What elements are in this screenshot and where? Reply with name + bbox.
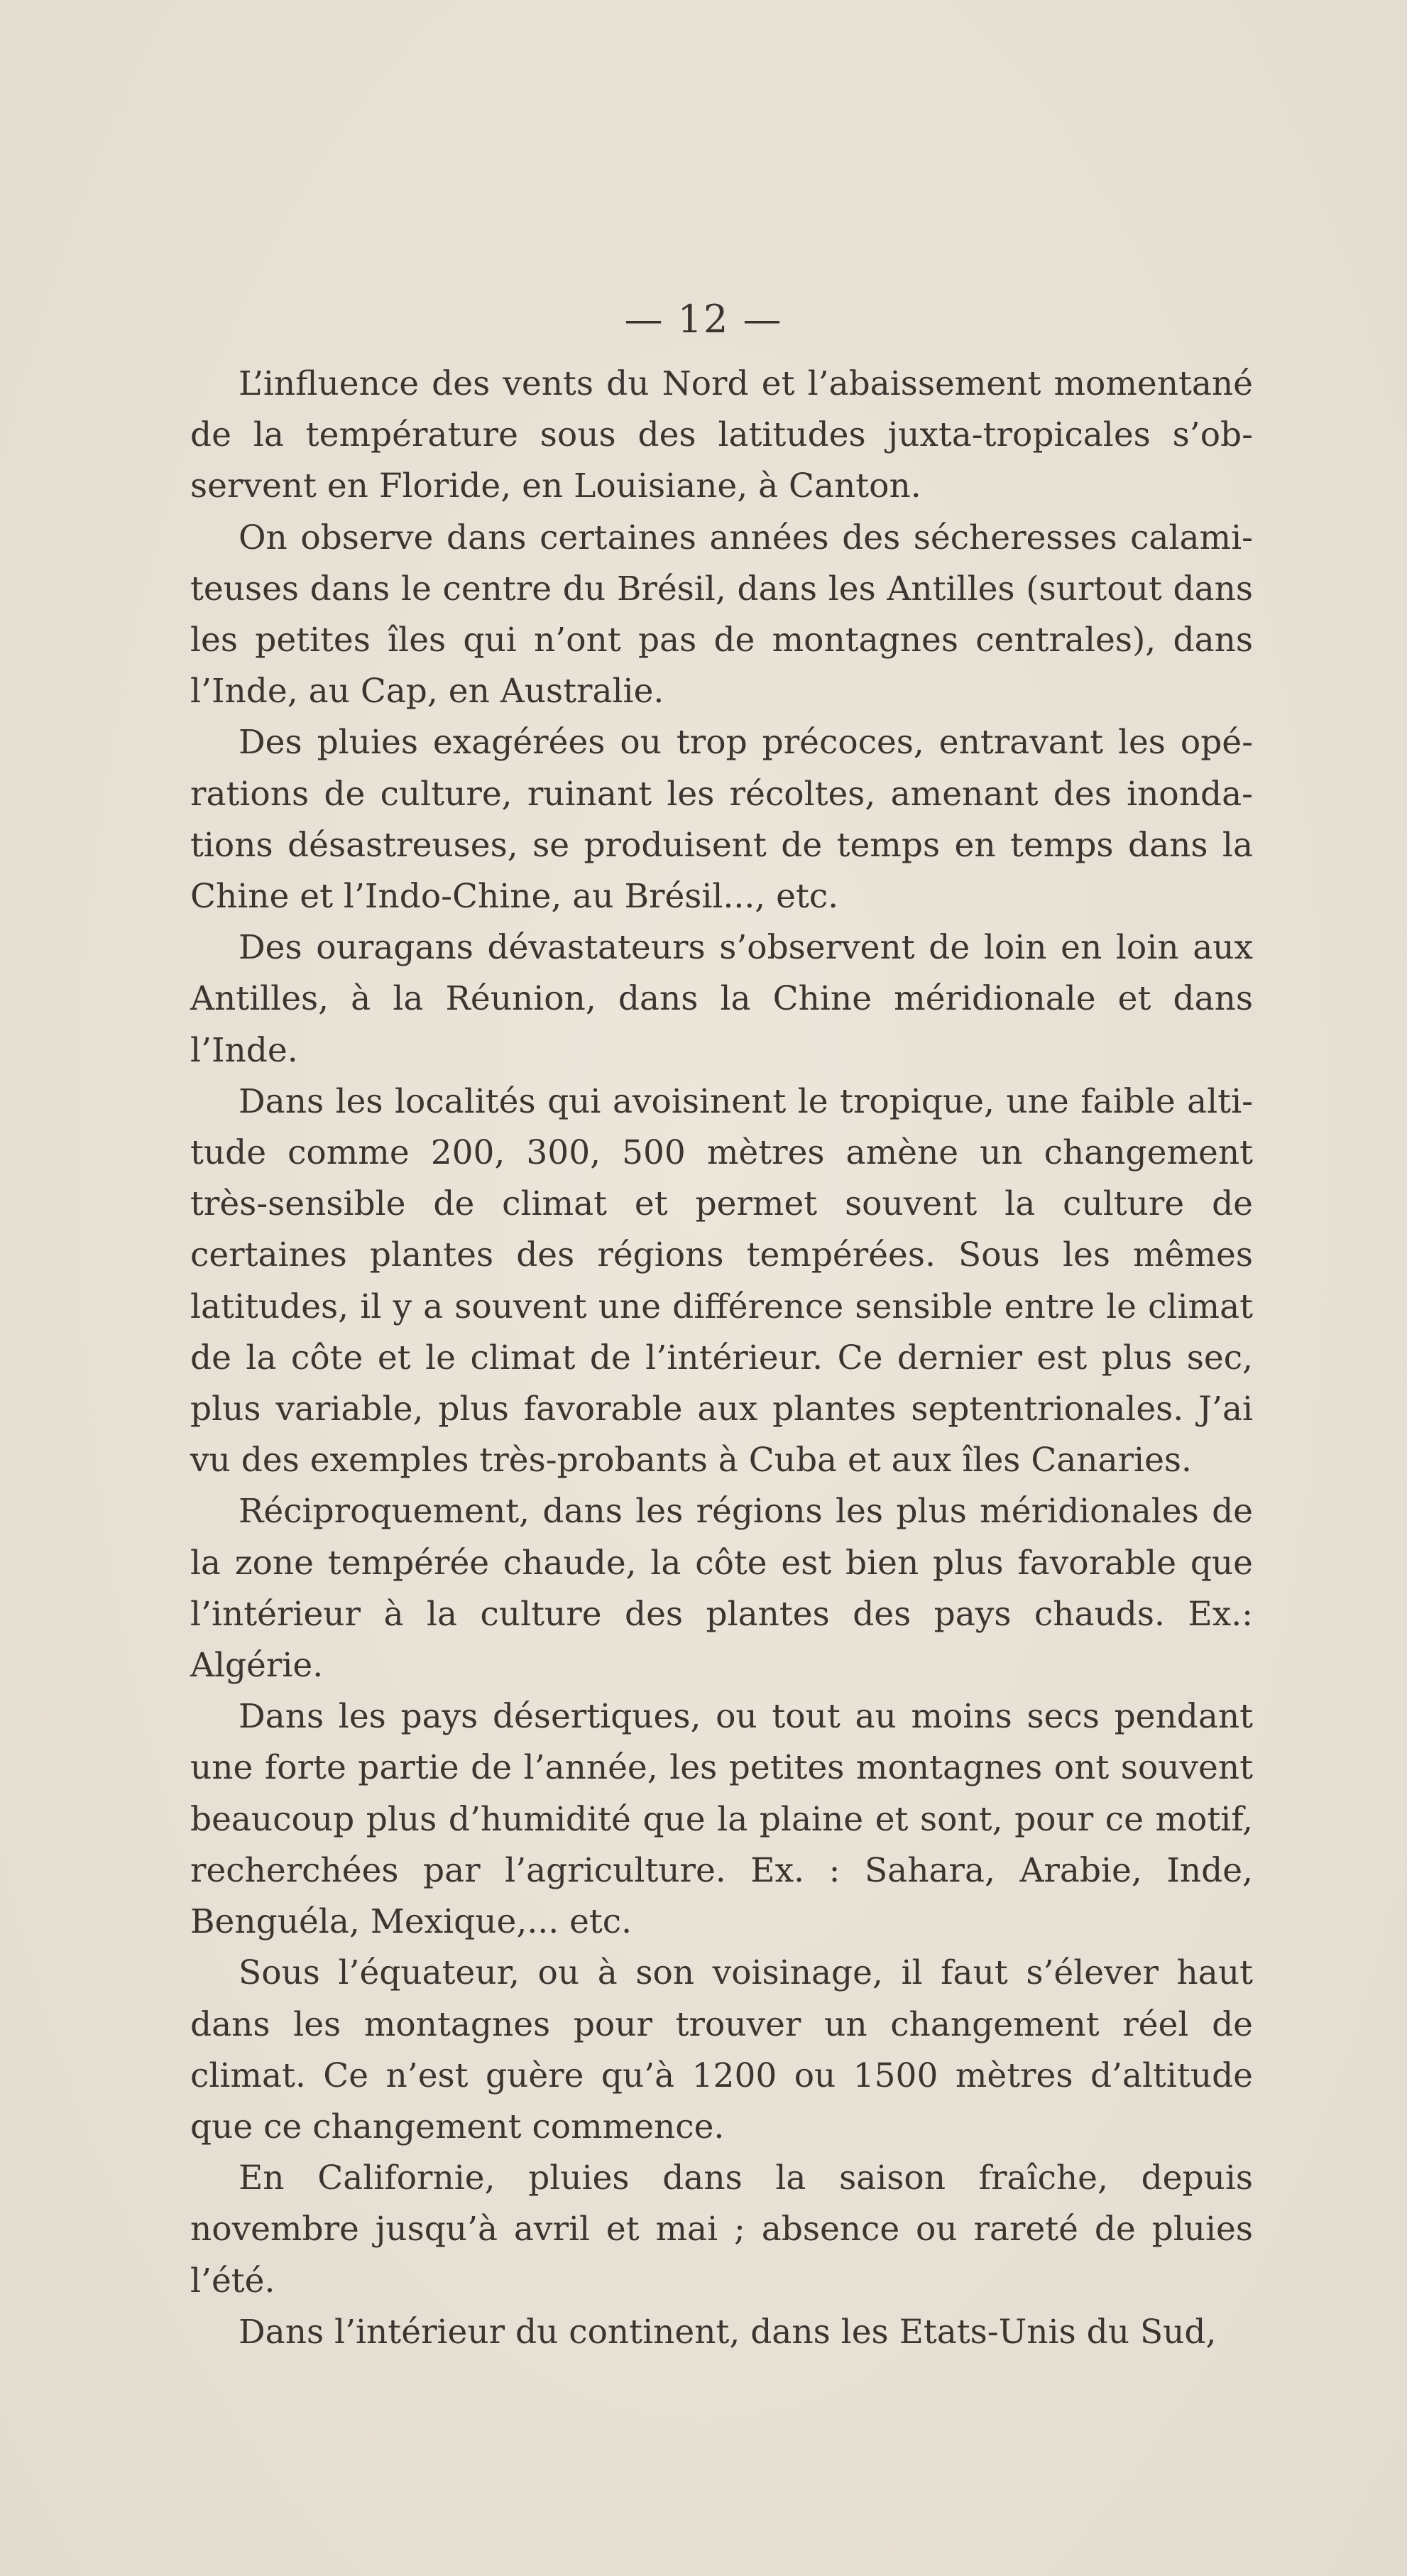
paragraph: Dans l’intérieur du continent, dans les Etats-Unis du Sud, bbox=[239, 2312, 1217, 2352]
paragraph: Dans les localités qui avoisinent le tropique, une faible altitude comme 200, 300, 500 mètres amène un changement très-sensible de climat et permet souvent la culture de certaines plantes des régions tempérées. Sous les mêmes latitudes, il y a souvent une différence sensible entre le climat de la côte et le climat de l’intérieur. Ce dernier est plus sec, plus variable, plus favorable aux plantes septentrionales. J’ai vu des exemples très-probants à Cuba et aux îles Canaries. bbox=[190, 1081, 1253, 1480]
paragraph: Dans les pays désertiques, ou tout au moins secs pendant une forte partie de l’année, les petites montagnes ont souvent beaucoup plus d’humidité que la plaine et sont, pour ce motif, recherchées par l’agriculture. Ex. : Sahara, Arabie, Inde, Benguéla, Mexique,... etc. bbox=[190, 1697, 1253, 1942]
paragraph: Des pluies exagérées ou trop précoces, entravant les opérations de culture, ruinant les récoltes, amenant des inondations désastreuses, se produisent de temps en temps dans la Chine et l’Indo-Chine, au Brésil..., etc. bbox=[190, 723, 1253, 917]
paragraph: L’influence des vents du Nord et l’abaissement momentané de la température sous des latitudes juxta-tropicales s’observent en Floride, en Louisiane, à Canton. bbox=[190, 364, 1253, 506]
paragraph: Sous l’équateur, ou à son voisinage, il faut s’élever haut dans les montagnes pour trouver un changement réel de climat. Ce n’est guère qu’à 1200 ou 1500 mètres d’altitude que ce changement commence. bbox=[190, 1953, 1253, 2146]
paragraph: Réciproquement, dans les régions les plus méridionales de la zone tempérée chaude, la côte est bien plus favorable que l’intérieur à la culture des plantes des pays chauds. Ex.: Algérie. bbox=[190, 1492, 1253, 1686]
paragraph: En Californie, pluies dans la saison fraîche, depuis novembre jusqu’à avril et mai ; absence ou rareté de pluies l’été. bbox=[190, 2159, 1253, 2301]
page-number: — 12 — bbox=[624, 297, 783, 342]
body-text bbox=[190, 359, 1253, 2358]
paragraph: Des ouragans dévastateurs s’observent de loin en loin aux Antilles, à la Réunion, dans la Chine méridionale et dans l’Inde. bbox=[190, 928, 1253, 1070]
paragraph: On observe dans certaines années des sécheresses calamiteuses dans le centre du Brésil, dans les Antilles (surtout dans les petites îles qui n’ont pas de montagnes centrales), dans l’Inde, au Cap, en Australie. bbox=[190, 518, 1253, 711]
